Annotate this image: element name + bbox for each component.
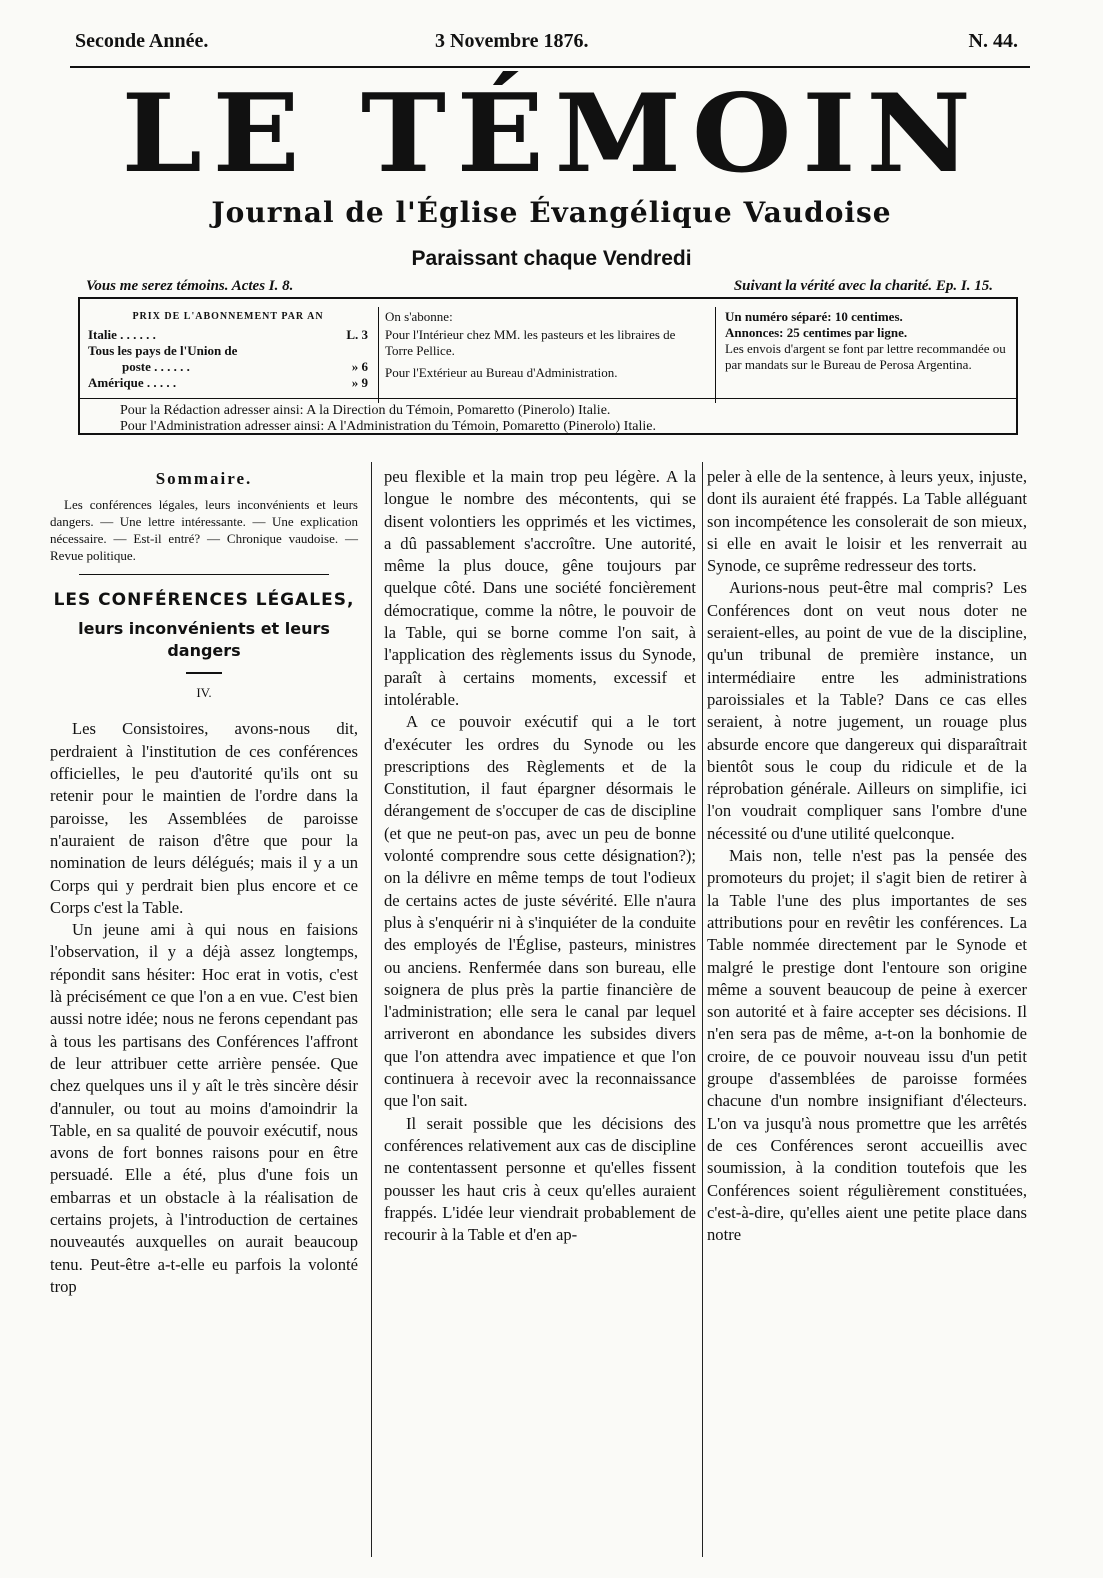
price-header: PRIX DE L'ABONNEMENT PAR AN [132,311,324,322]
price-value: L. 3 [346,327,368,342]
divider [79,574,329,575]
paragraph: peu flexible et la main trop peu légère. A la longue le nombre des mécontents, qui se disent volontiers les opprimés et les victimes, a dû passablement s'accroître. Une autorité, même la plus douce, gêne toujours par quelque côté. Dans une société foncièrement démocratique, comme la nôtre, le pouvoir de la Table, qui se borne comme l'on sait, à l'application des règlements issus du Synode, paraît à certains moments, excessif et intolérable. [384,467,696,709]
subscribe-title: On s'abonne: [385,309,453,324]
administration-address: Pour l'Administration adresser ainsi: A l'Administration du Témoin, Pomaretto (Pinerolo) Italie. [120,419,656,434]
redaction-address: Pour la Rédaction adresser ainsi: A la Direction du Témoin, Pomaretto (Pinerolo) Italie. [120,403,611,418]
price-row [88,327,368,343]
sommaire-title: Sommaire. [155,469,253,488]
price-label: poste . . . . . . [122,359,190,374]
paragraph: Aurions-nous peut-être mal compris? Les Conférences dont on veut nous doter ne seraient-elles, au point de vue de la discipline, qu'un tribunal de première instance, un intermédiaire entre les administrations paroissiales et la Table? Dans ce cas elles seraient, à notre jugement, un rouage plus absurde encore que dangereux qui disparaîtrait bientôt sous le coup du ridicule et de la réprobation générale. Ailleurs on simplifie, ici l'on voudrait compliquer sans l'ombre d'une nécessité ou d'une utilité quelconque. [707,578,1027,843]
paragraph: A ce pouvoir exécutif qui a le tort d'exécuter les ordres du Synode ou les prescriptions des Règlements et de la Constitution, il faut épargner désormais le dérangement de s'occuper de cas de discipline (et que ne peut-on pas, avec un peu de bonne volonté comprendre sous cette désignation?); on la délivre en même temps de tout l'odieux de certains actes de juste sévérité. Elle n'aura plus à s'enquérir ni à s'inquiéter de la conduite des employés de l'Église, pasteurs, ministres ou anciens. Renfermée dans son bureau, elle soignera de plus près la partie financière de l'administration; elle sera le canal par lequel arriveront en abondance les subsides divers que l'on attendra avec impatience et que l'on continuera à recevoir avec la reconnaissance que l'on sait. [384,712,696,1111]
paragraph: Un jeune ami à qui nous en faisions l'observation, il y a déjà assez longtemps, répondit sans hésiter: Hoc erat in votis, c'est là précisément ce que l'on a en vue. C'est bien aussi notre idée; nous ne ferons cependant pas à tous les partisans des Conférences l'affront de leur attribuer cette arrière pensée. Que chez quelques uns il y aît le très sincère désir d'annuler, ou tout au moins d'amoindrir la Table, en sa qualité de pouvoir exécutif, nous avons de fort bonnes raisons pour en être persuadé. Elle a été, plus d'une fois un embarras et un obstacle à la réalisation de certains projets, à l'introduction de certaines nouveautés auxquelles on aurait beaucoup tenu. Peut-être a-t-elle eu parfois la volonté trop [50,920,358,1296]
article-title: LES CONFÉRENCES LÉGALES, [53,590,355,611]
pricing-notes [725,309,1007,373]
price-row [88,343,368,359]
motto-left: Vous me serez témoins. Actes I. 8. [86,278,294,294]
price-list [88,309,368,391]
paragraph: Il serait possible que les décisions des conférences relativement aux cas de discipline ne contentassent personne et qu'elles fissent pousser les haut cris à ceux qu'elles auraient frappés. L'idée leur viendrait probablement de recourir à la Table et d'en ap- [384,1113,696,1245]
divider [70,66,1030,68]
column-divider [702,462,703,1557]
subscribe-interior: Pour l'Intérieur chez MM. les pasteurs et les libraires de Torre Pellice. [385,327,676,358]
column-3 [707,466,1027,1246]
paragraph: Les Consistoires, avons-nous dit, perdraient à l'institution de ces conférences officielles, le peu d'autorité qu'ils ont su retenir pour le maintien de l'ordre dans la paroisse, les Assemblées de paroisse n'auraient de raison d'être que pour la nomination de leurs délégués; mais il y a un Corps qui y perdrait bien plus encore et ce Corps c'est la Table. [50,719,358,917]
divider [80,398,1016,399]
divider [186,672,222,674]
subscribe-info [385,309,705,381]
subscription-box [78,297,1018,435]
price-label: Italie . . . . . . [88,327,156,342]
issue-number: N. 44. [968,30,1018,52]
price-row [88,359,368,375]
ads-price: Annonces: 25 centimes par ligne. [725,325,908,340]
divider [715,307,716,403]
price-label: Amérique . . . . . [88,375,177,390]
column-2 [384,466,696,1246]
addresses [120,403,656,435]
payment-note: Les envois d'argent se font par lettre recommandée ou par mandats sur le Bureau de Perosa Argentina. [725,341,1006,372]
paragraph: Mais non, telle n'est pas la pensée des promoteurs du projet; il s'agit bien de retirer à la Table l'une des plus importantes de ses attributions pour en revêtir les conférences. La Table nommée directement par le Synode et malgré le prestige dont l'entoure son origine même a souvent beaucoup de peine à exercer son autorité et à faire accepter ses décisions. Il n'en sera pas de même, a-t-on la bonhomie de croire, de ce pouvoir nouveau issu d'un petit groupe d'assemblées de paroisse formées chacune d'un nombre insignifiant d'électeurs. L'on va jusqu'à nous promettre que les arrêtés de ces Conférences seront accueillis avec soumission, à la condition toutefois que les Conférences soient régulièrement constituées, c'est-à-dire, qu'elles aient une petite place dans notre [707,846,1027,1245]
publication-frequency: Paraissant chaque Vendredi [411,247,692,270]
paragraph: peler à elle de la sentence, à leurs yeux, injuste, dont ils auraient été frappés. La Table alléguant son incompétence les consolerait de son mieux, si elle en avait le loisir et les renverrait au Synode, ce suprême redresseur des torts. [707,467,1027,576]
newspaper-subtitle: Journal de l'Église Évangélique Vaudoise [211,196,892,229]
dateline [70,30,1030,60]
price-label: Tous les pays de l'Union de [88,343,238,358]
price-value: » 9 [351,375,368,390]
single-issue-price: Un numéro séparé: 10 centimes. [725,309,903,324]
newspaper-title: LE TÉMOIN [121,71,982,197]
subscribe-exterior: Pour l'Extérieur au Bureau d'Administration. [385,365,618,380]
issue-date: 3 Novembre 1876. [435,30,589,52]
column-divider [371,462,372,1557]
price-value: » 6 [351,359,368,374]
year-label: Seconde Année. [75,30,209,52]
divider [378,307,379,403]
price-row [88,375,368,391]
section-number: IV. [196,685,212,701]
column-1 [50,466,358,1298]
motto-right: Suivant la vérité avec la charité. Ep. I. 15. [733,278,993,294]
article-subtitle: leurs inconvénients et leurs dangers [78,618,330,660]
sommaire-text: Les conférences légales, leurs inconvénients et leurs dangers. — Une lettre intéressante. — Une explication nécessaire. — Est-il entré? — Chronique vaudoise. — Revue politique. [50,497,358,564]
